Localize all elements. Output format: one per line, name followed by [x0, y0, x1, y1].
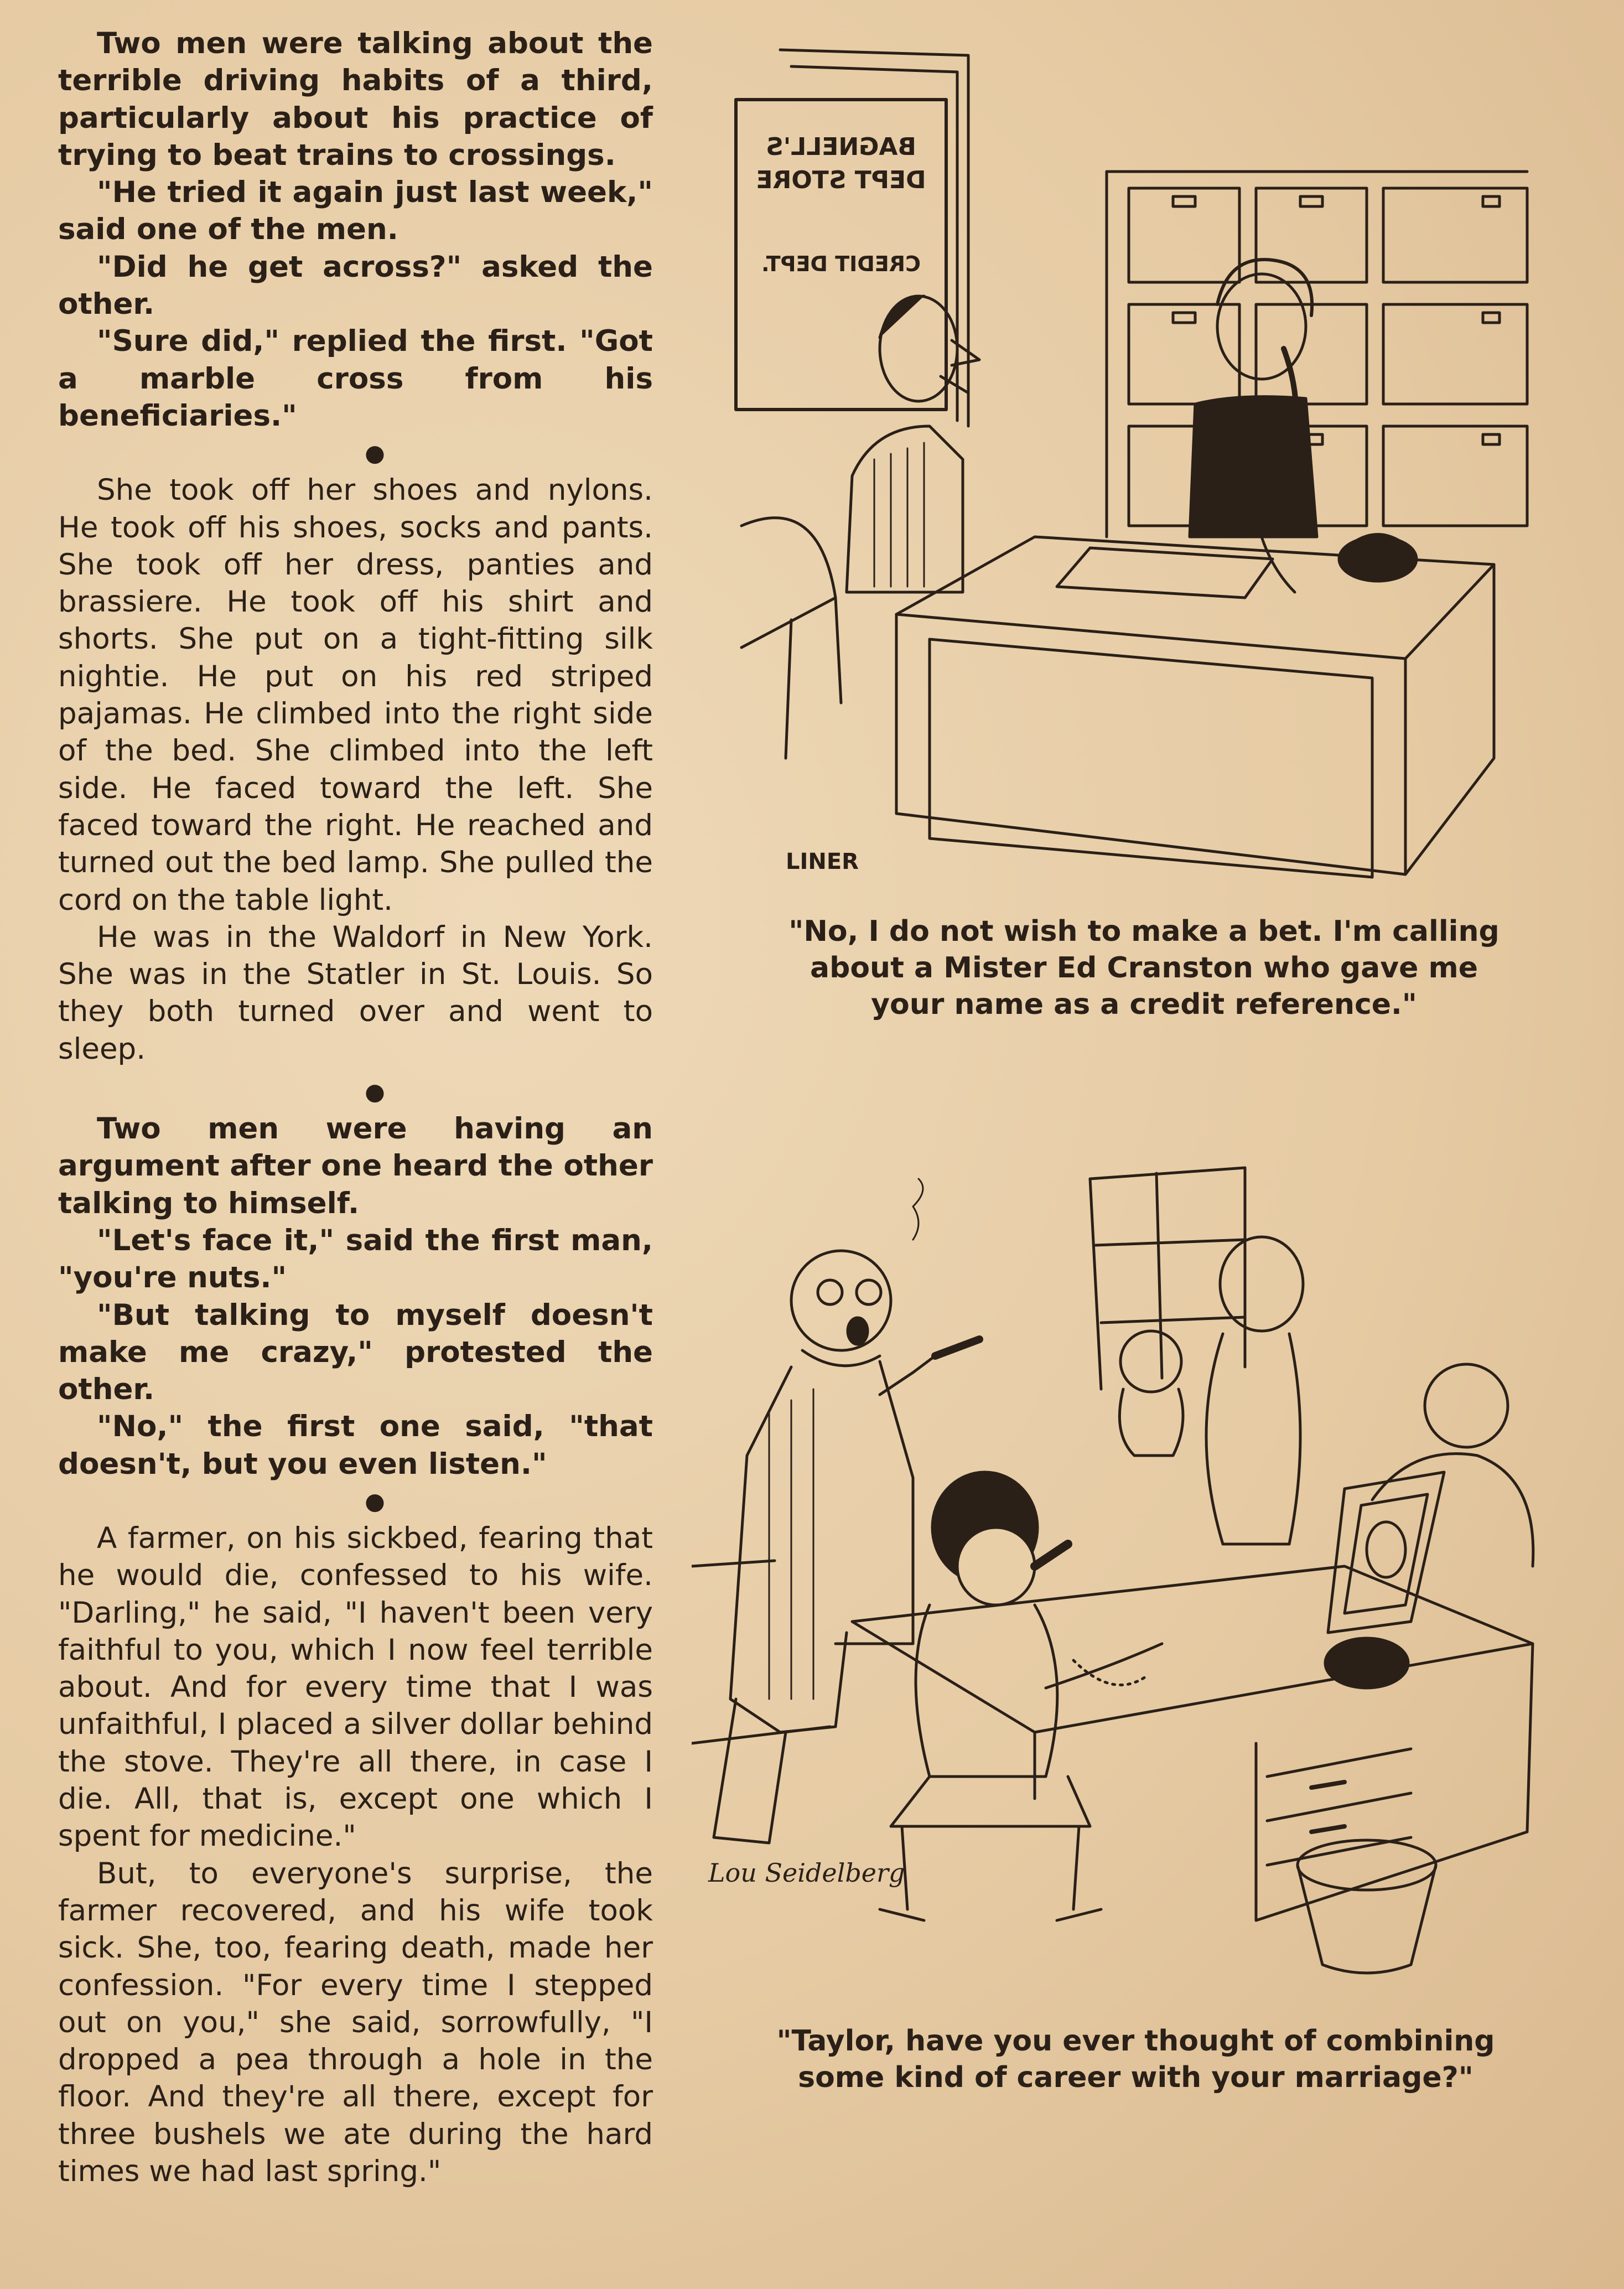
joke-1	[58, 25, 653, 434]
desk	[896, 537, 1494, 877]
sign-line: DEPT STORE	[756, 166, 926, 194]
joke-paragraph: "No," the first one said, "that doesn't, but you even listen."	[58, 1410, 653, 1481]
man-figure	[741, 296, 979, 758]
separator-bullet: ●	[365, 1487, 385, 1515]
secretary-figure	[880, 1472, 1162, 1920]
wastebasket	[1298, 1840, 1436, 1973]
joke-4	[58, 1520, 653, 2190]
cartoon-1-caption: "No, I do not wish to make a bet. I'm calling about a Mister Ed Cranston who gave me your name as a credit reference."	[788, 915, 1500, 1021]
joke-paragraph: "Did he get across?" asked the other.	[58, 250, 653, 322]
separator-bullet: ●	[365, 1078, 385, 1106]
joke-paragraph: "Let's face it," said the first man, "you're nuts."	[58, 1223, 653, 1295]
joke-paragraph: A farmer, on his sickbed, fearing that he would die, confessed to his wife. "Darling," he said, "I haven't been very faithful to you, which I now feel terrible about. And for every time that I was unfaithful, I placed a silver dollar behind the stove. They're all there, in case I die. All, that is, except one which I spent for medicine."	[58, 1521, 653, 1853]
joke-paragraph: He was in the Waldorf in New York. She was in the Statler in St. Louis. So they both turned over and went to sleep.	[58, 920, 653, 1066]
joke-paragraph: "But talking to myself doesn't make me crazy," protested the other.	[58, 1298, 653, 1407]
window-grid	[1090, 1168, 1245, 1389]
joke-2	[58, 472, 653, 1068]
joke-paragraph: "Sure did," replied the first. "Got a marble cross from his beneficiaries."	[58, 324, 653, 433]
joke-paragraph: "He tried it again just last week," said one of the men.	[58, 175, 653, 247]
woman-figure	[1190, 260, 1317, 592]
jokes-column	[58, 25, 653, 2190]
cartoon-2-caption: "Taylor, have you ever thought of combining some kind of career with your marriage?"	[776, 2024, 1495, 2094]
photo-frame	[1328, 1472, 1444, 1633]
joke-3	[58, 1110, 653, 1483]
joke-paragraph: She took off her shoes and nylons. He took off his shoes, socks and pants. She took off her dress, panties and brassiere. He took off his shirt and shorts. She put on a tight-fitting silk nightie. He put on his red striped pajamas. He climbed into the right side of the bed. She climbed into the left side. He faced toward the left. She faced toward the right. He reached and turned out the bed lamp. She pulled the cord on the table light.	[58, 473, 653, 917]
joke-paragraph: Two men were talking about the terrible driving habits of a third, particularly about his practice of trying to beat trains to crossings.	[58, 27, 653, 172]
coworkers	[1119, 1237, 1533, 1566]
sign-line: CREDIT DEPT.	[761, 252, 921, 276]
file-cabinet-drawers	[1129, 188, 1527, 526]
joke-paragraph: Two men were having an argument after one heard the other talking to himself.	[58, 1112, 653, 1220]
telephone	[1339, 537, 1417, 581]
artist-signature: LINER	[786, 849, 859, 874]
cartoon-office-boss	[692, 1146, 1577, 2009]
sign-line: BAGNELL'S	[766, 133, 916, 161]
office-desk	[852, 1566, 1533, 1920]
cartoon-credit-office	[708, 39, 1538, 902]
joke-paragraph: But, to everyone's surprise, the farmer recovered, and his wife took sick. She, too, fearing death, made her confession. "For every time I stepped out on you," she said, sorrowfully, "I dropped a pea through a hole in the floor. And they're all there, except for three bushels we ate during the hard times we had last spring."	[58, 1856, 653, 2189]
desk-telephone	[1325, 1638, 1408, 1688]
separator-bullet: ●	[365, 439, 385, 467]
artist-signature: Lou Seidelberg	[708, 1858, 905, 1888]
